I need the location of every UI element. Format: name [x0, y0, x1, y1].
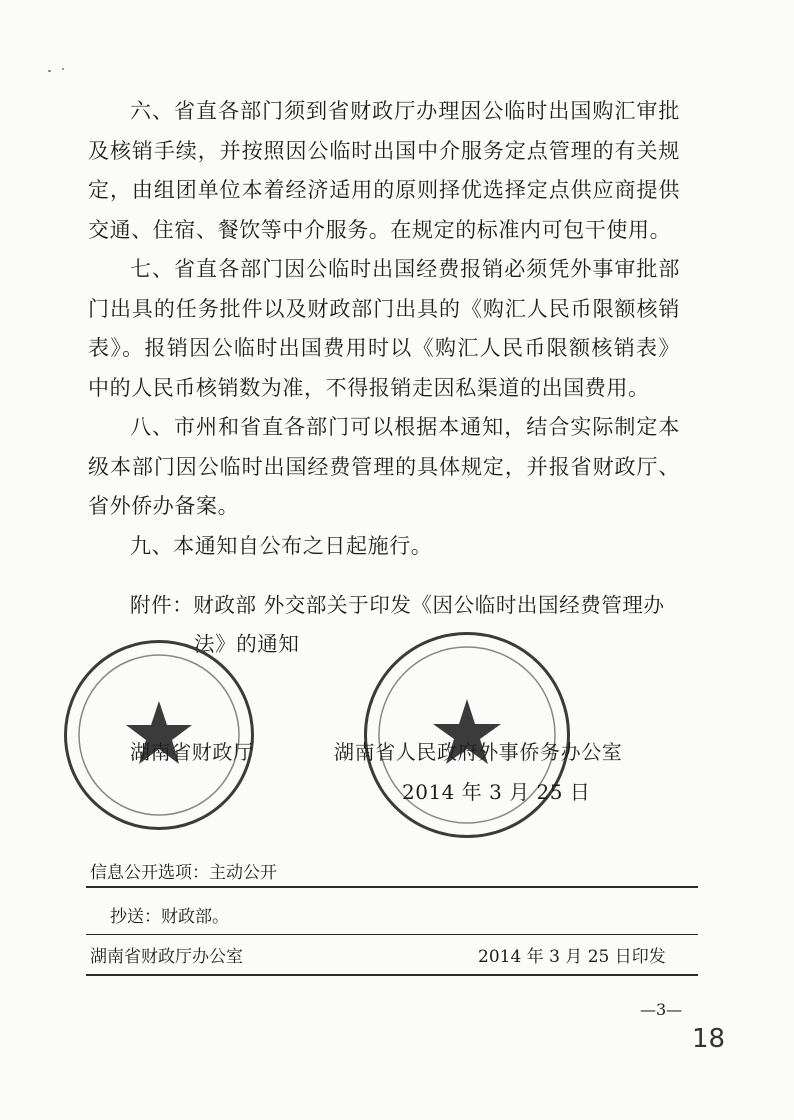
issuer-finance: 湖南省财政厅 [130, 740, 254, 764]
divider-bottom [86, 974, 698, 976]
divider-middle [86, 934, 698, 935]
attachment-line-2: 法》的通知 [194, 632, 300, 656]
sheet-number: 18 [692, 1024, 726, 1054]
cc-line: 抄送：财政部。 [110, 907, 229, 927]
seal-graphic-2 [367, 635, 567, 835]
issuing-office: 湖南省财政厅办公室 [90, 947, 243, 967]
paragraph-9: 九、本通知自公布之日起施行。 [130, 533, 433, 558]
paragraph-8: 八、市州和省直各部门可以根据本通知，结合实际制定本级本部门因公临时出国经费管理的具体规定，并报省财政厅、省外侨办备案。 [88, 415, 680, 518]
foreign-affairs-office-seal [364, 632, 570, 838]
paragraph-6: 六、省直各部门须到省财政厅办理因公临时出国购汇审批及核销手续，并按照因公临时出国中介服务定点管理的有关规定，由组团单位本着经济适用的原则择优选择定点供应商提供交通、住宿、餐饮等中介服务。在规定的标准内可包干使用。 [88, 99, 680, 242]
signing-date: 2014 年 3 月 25 日 [402, 780, 591, 804]
body-text [88, 92, 680, 566]
print-date: 2014 年 3 月 25 日印发 [478, 947, 666, 967]
scan-speck [62, 68, 64, 70]
paragraph-7: 七、省直各部门因公临时出国经费报销必须凭外事审批部门出具的任务批件以及财政部门出具的《购汇人民币限额核销表》。报销因公临时出国费用时以《购汇人民币限额核销表》中的人民币核销数为准，不得报销走因私渠道的出国费用。 [88, 257, 680, 400]
divider-top [86, 886, 698, 888]
seal-graphic-1 [67, 643, 251, 827]
page-number: —3— [640, 1000, 683, 1019]
attachment-line-1: 附件：财政部 外交部关于印发《因公临时出国经费管理办 [130, 593, 665, 617]
scan-speck [48, 70, 51, 72]
finance-department-seal [64, 640, 254, 830]
disclosure-option: 信息公开选项：主动公开 [90, 863, 277, 883]
issuer-foreign-affairs: 湖南省人民政府外事侨务办公室 [334, 740, 623, 764]
